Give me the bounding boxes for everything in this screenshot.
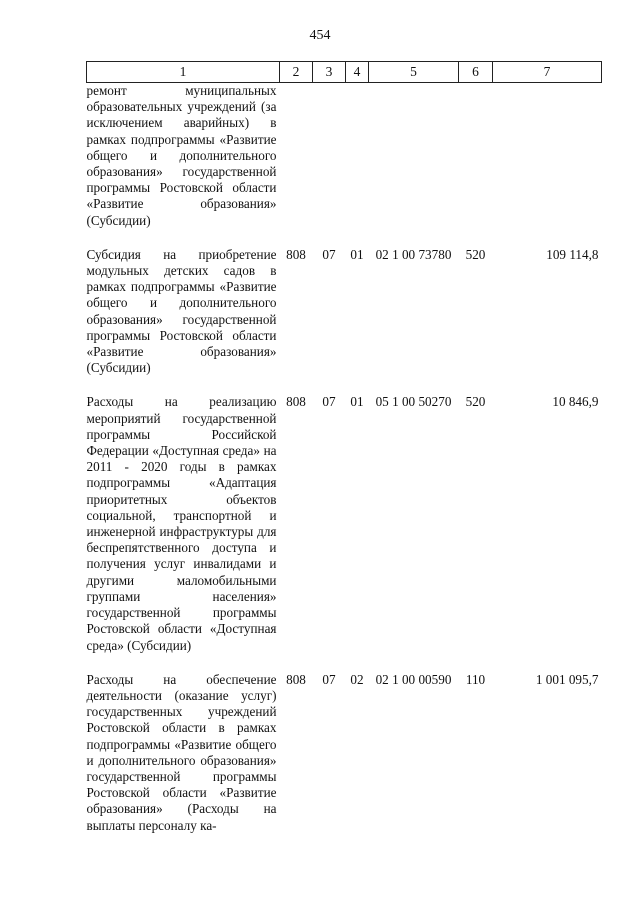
- column-header-5: 5: [369, 62, 459, 83]
- row-expense-type: 110: [465, 671, 486, 687]
- row-amount: 10 846,9: [552, 394, 599, 410]
- row-ministry-code: [280, 83, 313, 239]
- row-target-code: 02 1 00 00590: [375, 671, 452, 687]
- row-amount: [493, 83, 602, 239]
- column-header-2: 2: [280, 62, 313, 83]
- row-amount: 1 001 095,7: [535, 671, 599, 687]
- table-row: [87, 83, 602, 239]
- row-target-code: [369, 83, 459, 239]
- column-header-7: 7: [493, 62, 602, 83]
- row-subsection-code: 01: [350, 246, 364, 262]
- row-expense-type: 520: [465, 246, 486, 262]
- row-section-code: 07: [322, 394, 336, 410]
- row-section-code: 07: [322, 671, 336, 687]
- row-expense-type: [459, 83, 493, 239]
- row-ministry-code: 808: [286, 671, 306, 687]
- row-section-code: 07: [322, 246, 336, 262]
- row-section-code: [313, 83, 346, 239]
- row-description: Субсидия на приобретение модульных детских садов в рамках подпрограммы «Развитие общего и дополнительного образования» государственной программы Ростовской области «Развитие образования» (Субсидии): [86, 246, 277, 376]
- row-description: Расходы на обеспечение деятельности (оказание услуг) государственных учреждений Ростовской области в рамках подпрограммы «Развитие общего и дополнительного образования» государственной программы Ростовской области «Развитие образования» (Расходы на выплаты персоналу ка-: [86, 671, 277, 833]
- page-number: 454: [309, 28, 331, 43]
- column-header-6: 6: [459, 62, 493, 83]
- row-target-code: 02 1 00 73780: [375, 246, 452, 262]
- row-ministry-code: 808: [286, 246, 306, 262]
- table-row: [87, 664, 602, 844]
- column-header-1: 1: [87, 62, 280, 83]
- row-subsection-code: 01: [350, 394, 364, 410]
- row-subsection-code: [346, 83, 369, 239]
- table-header-row: [87, 62, 602, 83]
- row-amount: 109 114,8: [546, 246, 599, 262]
- row-ministry-code: 808: [286, 394, 306, 410]
- row-target-code: 05 1 00 50270: [375, 394, 452, 410]
- table-row: [87, 239, 602, 387]
- row-expense-type: 520: [465, 394, 486, 410]
- row-description: Расходы на реализацию мероприятий государственной программы Российской Федерации «Доступная среда» на 2011 - 2020 годы в рамках подпрограммы «Адаптация приоритетных объектов социальной, транспортной и инженерной инфраструктуры для беспрепятственного доступа и получения услуг инвалидами и другими маломобильными группами населения» государственной программы Ростовской области «Доступная среда» (Субсидии): [86, 394, 277, 653]
- row-description: ремонт муниципальных образовательных учреждений (за исключением аварийных) в рамках подпрограммы «Развитие общего и дополнительного образования» государственной программы Ростовской области «Развитие образования» (Субсидии): [86, 83, 277, 228]
- column-header-4: 4: [346, 62, 369, 83]
- budget-table: [86, 61, 602, 844]
- column-header-3: 3: [313, 62, 346, 83]
- table-row: [87, 386, 602, 663]
- row-subsection-code: 02: [350, 671, 364, 687]
